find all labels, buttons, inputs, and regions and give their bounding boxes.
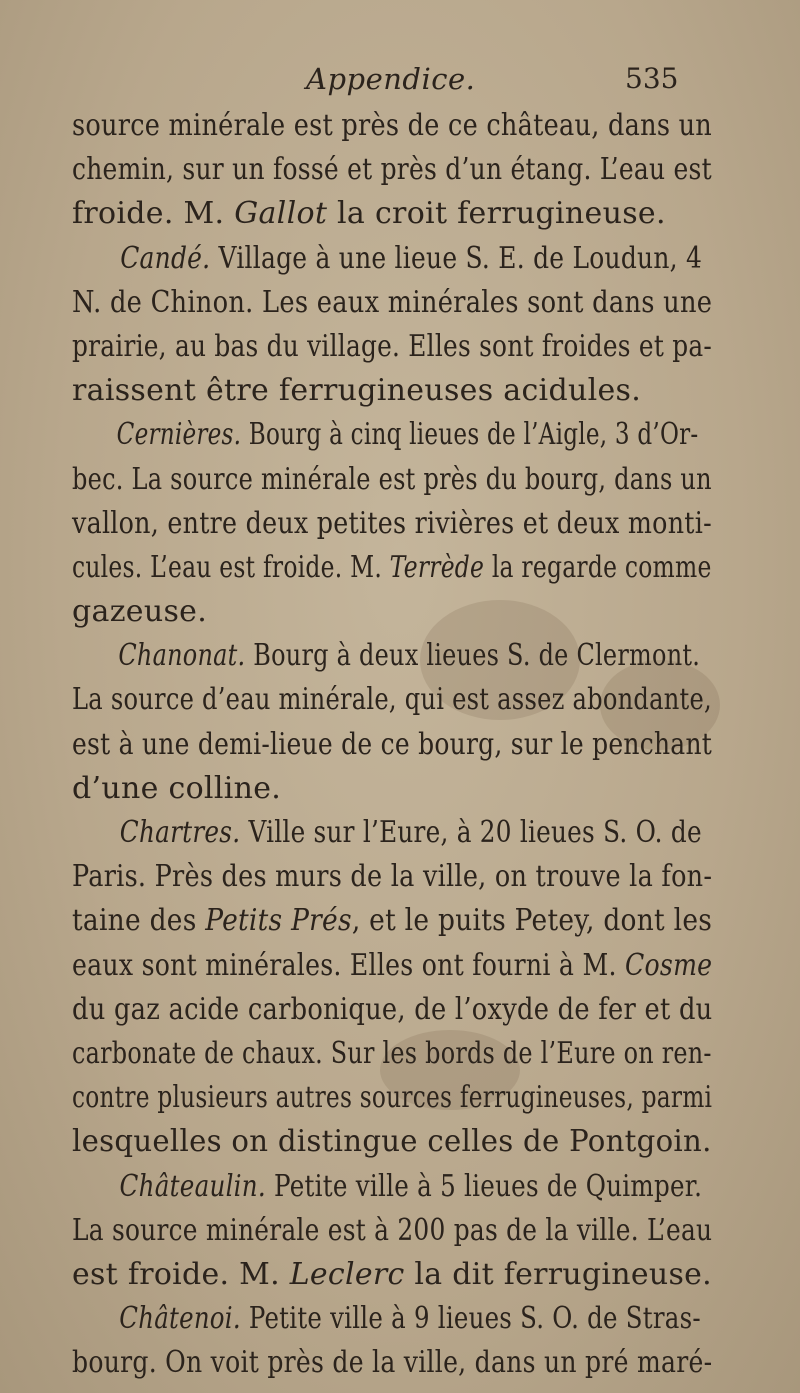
text-line (72, 325, 712, 369)
text-run: est froide. M. (72, 1256, 290, 1292)
text-line (72, 237, 703, 281)
text-run: source minérale est près de ce château, dans un (72, 108, 713, 143)
text-line (72, 413, 699, 457)
text-run: gazeuse. (72, 594, 208, 630)
italic-term: Chanonat. (118, 638, 246, 674)
text-line (72, 1341, 713, 1385)
text-run: la croit ferrugineuse. (327, 196, 666, 232)
text-line (72, 1120, 712, 1164)
text-line (72, 634, 701, 678)
text-run: raissent être ferrugineuses acidules. (72, 373, 642, 409)
text-run: chemin, sur un fossé et près d’un étang. L’eau est (72, 152, 712, 188)
text-line (72, 192, 712, 236)
text-run: , et le puits Petey, dont les (351, 903, 713, 939)
text-line (72, 899, 713, 943)
text-run: Village à une lieue S. E. de Loudun, 4 (210, 240, 703, 276)
text-run: Ville sur l’Eure, à 20 lieues S. O. de (240, 815, 702, 850)
page-number: 535 (625, 62, 679, 95)
text-line (72, 1253, 711, 1297)
text-run: est à une demi-lieue de ce bourg, sur le penchant (72, 726, 713, 762)
text-line (72, 678, 712, 722)
text-run: N. de Chinon. Les eaux minérales sont dans une (72, 284, 713, 320)
text-line (72, 281, 713, 325)
text-line (72, 855, 713, 899)
text-line (72, 1076, 713, 1120)
text-run: La source minérale est à 200 pas de la ville. L’eau (72, 1212, 713, 1248)
text-run: lesquelles on distingue celles de Pontgoin. (72, 1124, 712, 1160)
text-line (72, 369, 712, 413)
italic-term: Gallot (234, 196, 328, 232)
text-run: cules. L’eau est froide. M. (72, 549, 390, 585)
text-line (72, 502, 712, 546)
text-run: du gaz acide carbonique, de l’oxyde de fer et du (72, 991, 713, 1027)
text-run: froide. M. (72, 196, 235, 232)
text-run: Petite ville à 9 lieues S. O. de Stras- (240, 1301, 701, 1337)
text-line (72, 546, 712, 590)
text-run: Bourg à cinq lieues de l’Aigle, 3 d’Or- (241, 417, 699, 453)
text-run: la dit ferrugineuse. (404, 1256, 712, 1292)
text-line (72, 723, 713, 767)
text-line (72, 1297, 701, 1341)
text-line (72, 1209, 713, 1253)
italic-term: Cosme (624, 947, 713, 983)
text-run: eaux sont minérales. Elles ont fourni à M. (72, 947, 625, 983)
text-run: prairie, au bas du village. Elles sont froides et pa- (72, 328, 712, 364)
italic-term: Châtenoi. (119, 1301, 241, 1337)
italic-term: Terrède (389, 549, 485, 585)
text-run: contre plusieurs autres sources ferrugineuses, parmi (72, 1080, 713, 1116)
text-line (72, 811, 702, 855)
italic-term: Cernières. (116, 417, 242, 453)
text-line (72, 590, 712, 634)
text-run: carbonate de chaux. Sur les bords de l’Eure on ren- (72, 1035, 712, 1071)
text-run: bec. La source minérale est près du bourg, dans un (72, 461, 712, 497)
text-line (72, 104, 713, 148)
text-line (72, 767, 712, 811)
text-run: d’une colline. (72, 770, 282, 806)
text-run: Bourg à deux lieues S. de Clermont. (245, 638, 701, 674)
text-run: Paris. Près des murs de la ville, on trouve la fon- (72, 859, 713, 895)
running-title: Appendice. (306, 62, 476, 96)
text-line (72, 1165, 703, 1209)
italic-term: Petits Prés (205, 903, 352, 939)
text-line (72, 1032, 712, 1076)
italic-term: Leclerc (289, 1256, 405, 1292)
text-run: Petite ville à 5 lieues de Quimper. (265, 1168, 703, 1204)
text-line (72, 988, 713, 1032)
italic-term: Candé. (120, 240, 211, 276)
text-line (72, 944, 713, 988)
text-run: bourg. On voit près de la ville, dans un pré maré- (72, 1345, 713, 1381)
italic-term: Chartres. (119, 815, 241, 850)
text-line (72, 458, 712, 502)
italic-term: Châteaulin. (119, 1168, 266, 1204)
body-text (72, 104, 712, 1385)
text-run: vallon, entre deux petites rivières et deux monti- (72, 505, 712, 541)
text-run: taine des (72, 903, 206, 939)
text-run: la regarde comme (484, 549, 712, 585)
text-line (72, 148, 712, 192)
text-run: La source d’eau minérale, qui est assez abondante, (72, 682, 712, 718)
